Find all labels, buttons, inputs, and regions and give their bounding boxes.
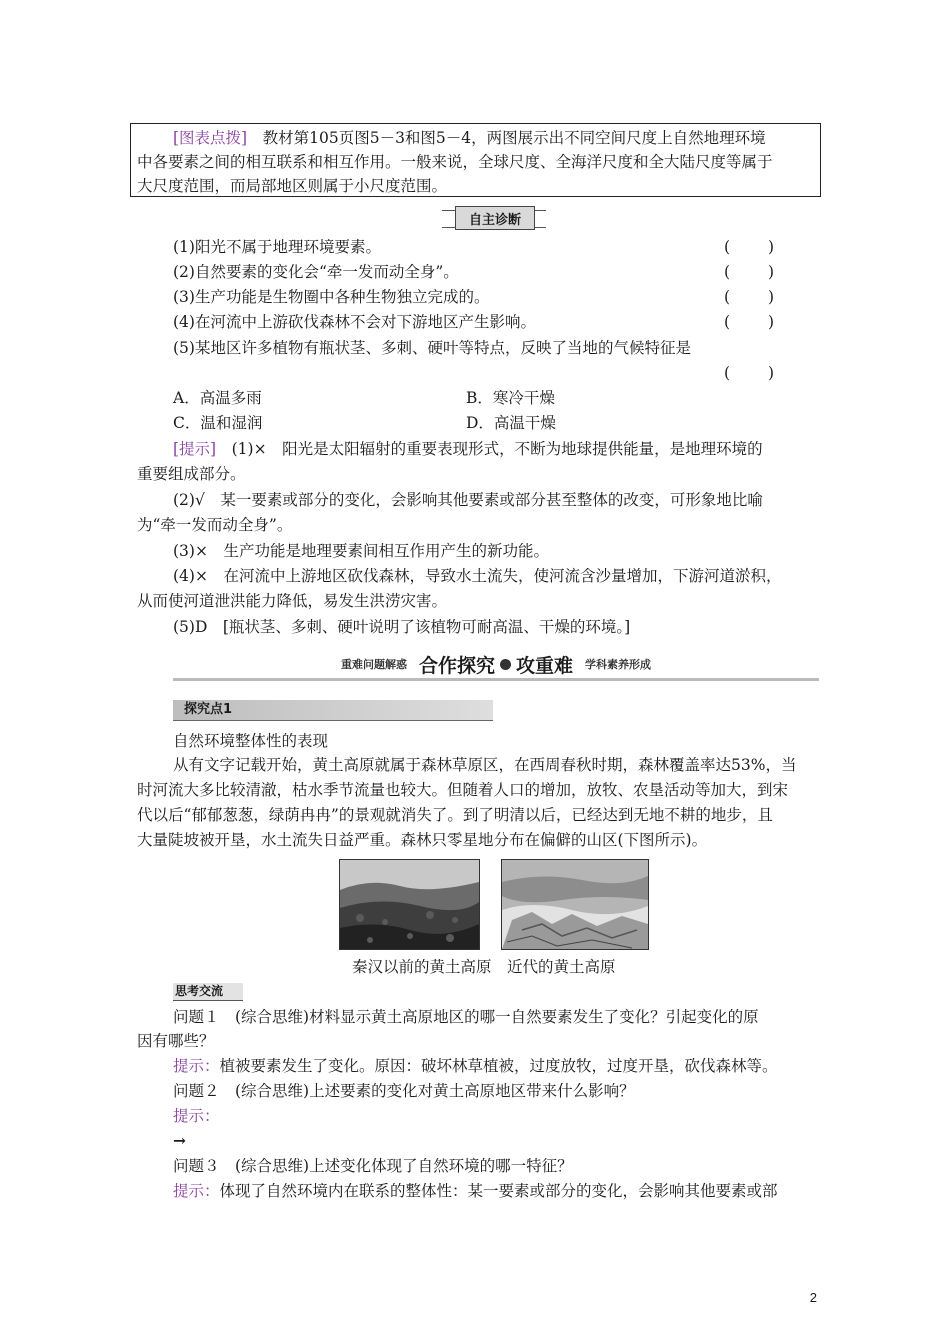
think-tag: 思考交流 — [173, 983, 243, 1001]
option-c: C．温和湿润 — [173, 414, 263, 432]
hint-4-cont: 从而使河道泄洪能力降低，易发生洪涝灾害。 — [137, 592, 448, 610]
option-b: B．寒冷干燥 — [466, 389, 555, 407]
question-3: (3)生产功能是生物圈中各种生物独立完成的。 — [173, 288, 490, 306]
answer-blank-5: ( ) — [724, 364, 774, 382]
photo-loess-before-qinhan — [339, 859, 480, 950]
figure-tip-line1: [图表点拨] 教材第105页图5－3和图5－4，两图展示出不同空间尺度上自然地理环境 — [173, 129, 766, 147]
answer-blank-3: ( ) — [724, 288, 774, 306]
think-question-3: 问题３ (综合思维)上述变化体现了自然环境的哪一特征？ — [173, 1157, 573, 1175]
think-question-2: 问题２ (综合思维)上述要素的变化对黄土高原地区带来什么影响？ — [173, 1082, 635, 1100]
hint-2-cont: 为“牵一发而动全身”。 — [137, 516, 293, 534]
question-5: (5)某地区许多植物有瓶状茎、多刺、硬叶等特点，反映了当地的气候特征是 — [173, 339, 691, 357]
figure-tip-line2: 中各要素之间的相互联系和相互作用。一般来说，全球尺度、全海洋尺度和全大陆尺度等属于 — [137, 153, 773, 171]
diagnosis-badge: 自主诊断 — [455, 206, 535, 230]
photo-loess-modern — [501, 859, 649, 950]
answer-blank-1: ( ) — [724, 238, 774, 256]
banner-dot-icon — [500, 659, 511, 670]
option-d: D．高温干燥 — [466, 414, 556, 432]
banner-right-text: 学科素养形成 — [585, 658, 652, 671]
think-hint-1: 提示：植被要素发生了变化。原因：破坏林草植被，过度放牧，过度开垦，砍伐森林等。 — [173, 1057, 778, 1075]
section-banner — [173, 650, 819, 678]
hint-tag: [提示] — [173, 440, 217, 458]
arrow-icon: → — [173, 1131, 186, 1150]
banner-title-1: 合作探究 — [418, 654, 495, 677]
think-question-1-cont: 因有哪些？ — [137, 1032, 215, 1050]
think-hint-2: 提示： — [173, 1107, 220, 1125]
material-line-3: 代以后“郁郁葱葱，绿荫冉冉”的景观就消失了。到了明清以后，已经达到无地不耕的地步，且 — [137, 806, 773, 824]
hint-3: (3)× 生产功能是地理要素间相互作用产生的新功能。 — [173, 542, 549, 560]
figure-tip-line3: 大尺度范围，而局部地区则属于小尺度范围。 — [137, 177, 448, 195]
hint-1-cont: 重要组成部分。 — [137, 465, 246, 483]
material-line-4: 大量陡坡被开垦，水土流失日益严重。森林只零星地分布在偏僻的山区(下图所示)。 — [137, 831, 708, 849]
hint-2: (2)√ 某一要素或部分的变化，会影响其他要素或部分甚至整体的改变，可形象地比喻 — [173, 491, 763, 509]
answer-blank-4: ( ) — [724, 313, 774, 331]
banner-underline — [173, 678, 819, 681]
hint-5: (5)D [瓶状茎、多刺、硬叶说明了该植物可耐高温、干燥的环境。] — [173, 618, 631, 636]
explore-title: 自然环境整体性的表现 — [173, 732, 329, 750]
question-4: (4)在河流中上游砍伐森林不会对下游地区产生影响。 — [173, 313, 536, 331]
think-hint-label: 提示： — [173, 1182, 220, 1200]
hint-1: [提示] (1)× 阳光是太阳辐射的重要表现形式，不断为地球提供能量，是地理环境的 — [173, 440, 763, 458]
material-line-2: 时河流大多比较清澈，枯水季节流量也较大。但随着人口的增加，放牧、农垦活动等加大，到宋 — [137, 781, 789, 799]
figure-tip-tag: [图表点拨] — [173, 129, 248, 147]
photo-caption: 秦汉以前的黄土高原 近代的黄土高原 — [352, 958, 616, 976]
think-question-1: 问题１ (综合思维)材料显示黄土高原地区的哪一自然要素发生了变化？引起变化的原 — [173, 1008, 759, 1026]
option-a: A．高温多雨 — [173, 389, 262, 407]
explore-tag: 探究点1 — [184, 702, 233, 717]
banner-left-text: 重难问题解惑 — [340, 658, 407, 671]
think-hint-label: 提示： — [173, 1057, 220, 1075]
banner-title-2: 攻重难 — [516, 654, 574, 677]
material-line-1: 从有文字记载开始，黄土高原就属于森林草原区，在西周春秋时期，森林覆盖率达53%，当 — [173, 756, 797, 774]
answer-blank-2: ( ) — [724, 263, 774, 281]
question-1: (1)阳光不属于地理环境要素。 — [173, 238, 381, 256]
page-number: 2 — [809, 1290, 817, 1305]
question-2: (2)自然要素的变化会“牵一发而动全身”。 — [173, 263, 459, 281]
hint-4: (4)× 在河流中上游地区砍伐森林，导致水土流失，使河流含沙量增加，下游河道淤积， — [173, 567, 782, 585]
think-hint-3: 提示：体现了自然环境内在联系的整体性：某一要素或部分的变化，会影响其他要素或部 — [173, 1182, 778, 1200]
